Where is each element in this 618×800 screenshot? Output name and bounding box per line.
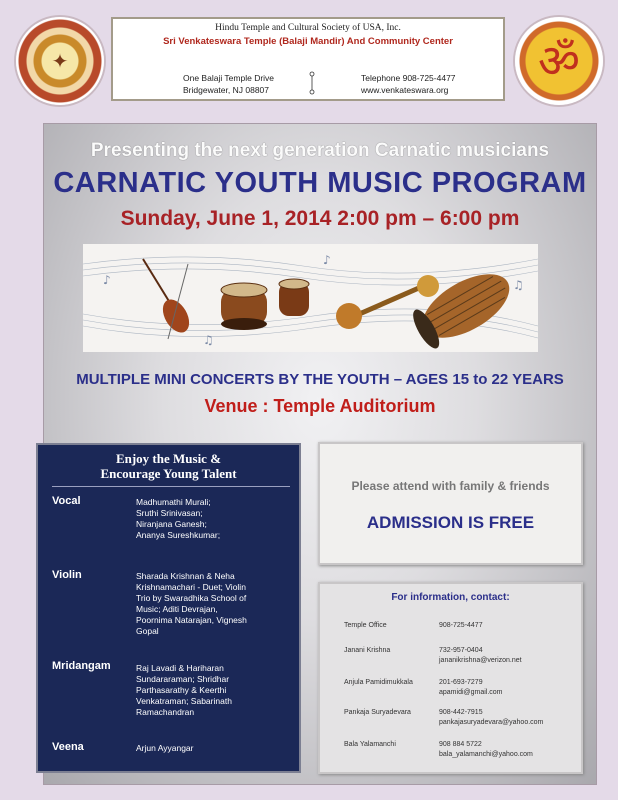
lineup-box	[36, 443, 301, 773]
contact-info: 908-442-7915 pankajasuryadevara@yahoo.com	[439, 709, 544, 726]
header-box	[111, 17, 505, 101]
address-line2: Bridgewater, NJ 08807	[183, 85, 269, 95]
venue-line: Venue : Temple Auditorium	[204, 396, 436, 416]
svg-text:♪: ♪	[103, 273, 111, 287]
presenting-line: Presenting the next generation Carnatic musicians	[90, 140, 550, 161]
svg-text:♪: ♪	[323, 253, 331, 267]
lineup-subtitle: Encourage Young Talent	[100, 466, 237, 481]
contact-name: Temple Office	[344, 622, 387, 629]
performers-mridangam: Raj Lavadi & Hariharan Sundararaman; Shridhar Parthasarathy & Keerthi Venkatraman; Sabarinath Ramachandran	[136, 663, 232, 717]
mridangam-icon	[221, 279, 309, 330]
violin-icon	[143, 259, 195, 339]
contact-info: 732-957-0404 jananikrishna@verizon.net	[439, 647, 522, 664]
performers-veena: Arjun Ayyangar	[136, 743, 194, 753]
lineup-title: Enjoy the Music &	[115, 451, 222, 466]
contact-name: Anjula Pamidimukkala	[344, 679, 413, 686]
email-link[interactable]: jananikrishna@verizon.net	[439, 657, 522, 664]
email-link[interactable]: pankajasuryadevara@yahoo.com	[439, 719, 544, 726]
divider	[52, 486, 290, 487]
contact-info: 908 884 5722 bala_yalamanchi@yahoo.com	[439, 741, 533, 758]
svg-text:♫: ♫	[513, 278, 524, 292]
svg-text:♫: ♫	[203, 333, 214, 347]
contact-name: Pankaja Suryadevara	[344, 709, 411, 716]
org-name: Hindu Temple and Cultural Society of USA, Inc.	[215, 23, 401, 33]
balaji-emblem-icon: ✦	[51, 50, 69, 73]
contact-info: 908-725-4477	[439, 622, 483, 629]
website-link[interactable]: www.venkateswara.org	[361, 85, 449, 95]
drum-icon	[407, 261, 519, 352]
contact-info: 201-693-7279 apamidi@gmail.com	[439, 679, 503, 696]
instrument-violin: Violin	[52, 569, 82, 581]
telephone: Telephone 908-725-4477	[361, 73, 456, 83]
performers-vocal: Madhumathi Murali; Sruthi Srinivasan; Niranjana Ganesh; Ananya Sureshkumar;	[136, 497, 221, 540]
temple-seal-icon	[16, 17, 104, 105]
instrument-mridangam: Mridangam	[52, 660, 111, 672]
attend-text: Please attend with family & friends	[351, 479, 550, 493]
contact-name: Bala Yalamanchi	[344, 741, 396, 748]
contact-name: Janani Krishna	[344, 647, 391, 654]
concerts-line: MULTIPLE MINI CONCERTS BY THE YOUTH – AGES 15 to 22 YEARS	[76, 371, 564, 388]
email-link[interactable]: bala_yalamanchi@yahoo.com	[439, 751, 533, 758]
om-seal-icon	[515, 17, 603, 105]
instrument-veena: Veena	[52, 741, 84, 753]
temple-name: Sri Venkateswara Temple (Balaji Mandir) And Community Center	[163, 36, 453, 47]
email-link[interactable]: apamidi@gmail.com	[439, 689, 503, 696]
event-title: CARNATIC YOUTH MUSIC PROGRAM	[53, 167, 587, 199]
admission-text: ADMISSION IS FREE	[366, 513, 535, 532]
performers-violin: Sharada Krishnan & Neha Krishnamachari - Duet; Violin Trio by Swaradhika School of Music; Aditi Devrajan, Poornima Natarajan, Vignesh Gopal	[136, 571, 247, 636]
contact-box	[318, 582, 583, 774]
instrument-vocal: Vocal	[52, 495, 81, 507]
flyer-panel	[43, 123, 597, 785]
event-date: Sunday, June 1, 2014 2:00 pm – 6:00 pm	[120, 207, 520, 230]
instruments-illustration	[83, 244, 538, 352]
contact-title: For information, contact:	[391, 592, 510, 603]
divider-icon	[309, 71, 315, 95]
address-line1: One Balaji Temple Drive	[183, 73, 275, 83]
om-symbol: ॐ	[538, 34, 580, 88]
attend-box	[318, 442, 583, 565]
